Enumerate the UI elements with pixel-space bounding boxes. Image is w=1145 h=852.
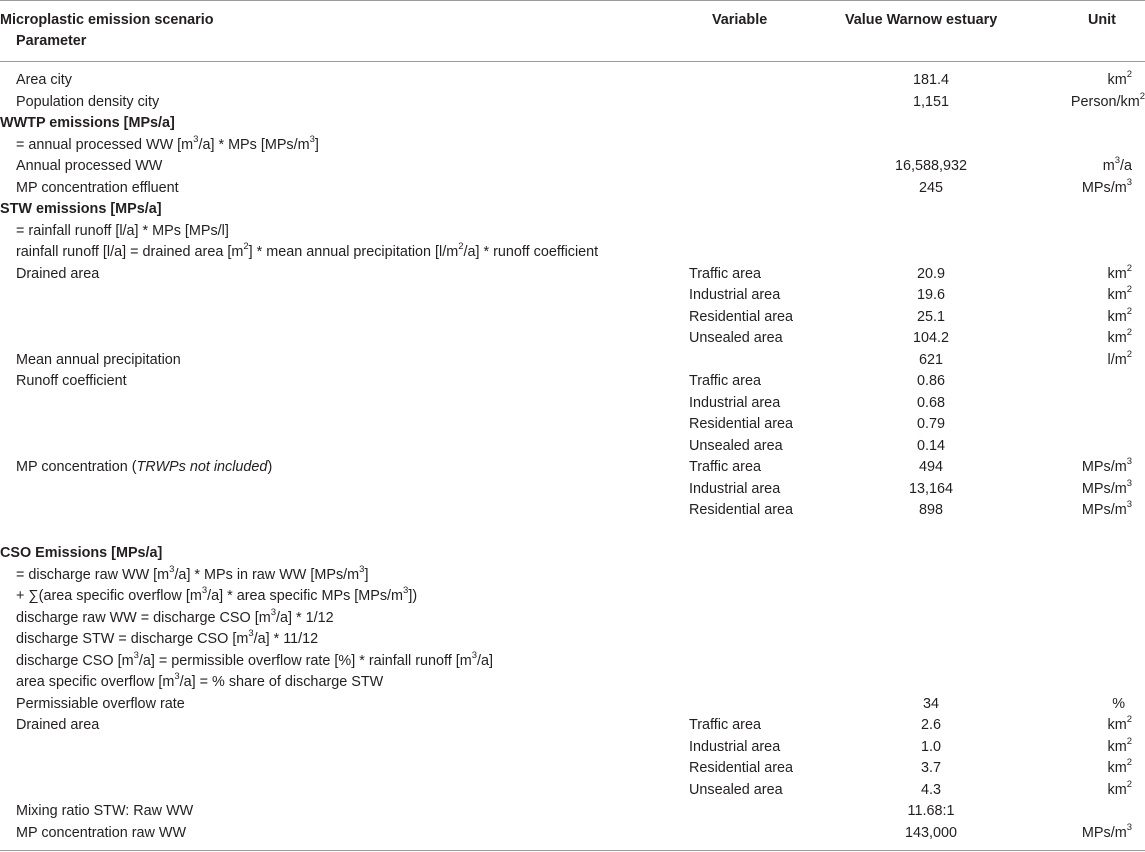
param-label: Mixing ratio STW: Raw WW [16, 803, 194, 819]
param-label: Drained area [16, 717, 100, 733]
value-cell: 0.68 [916, 394, 945, 411]
table-row [0, 586, 1145, 608]
unit-cell: $km^2$ [1107, 735, 1132, 755]
table-row [0, 113, 1145, 135]
table-row [0, 70, 1145, 92]
unit-cell: $km^2$ [1107, 327, 1132, 346]
unit-cell: % [1112, 695, 1125, 712]
formula-text: = rainfall runoff [l/a] * MPs [MPs/l] [16, 222, 229, 239]
param-label: Runoff coefficient [16, 373, 127, 389]
value-cell: 4.3 [920, 781, 941, 798]
table-row [0, 629, 1145, 651]
table-row [0, 457, 1145, 479]
unit-cell: MPs/$m^3$ [1081, 456, 1132, 475]
unit-cell: $km^2$ [1107, 69, 1132, 88]
param-label: Population density city [16, 93, 160, 110]
unit-cell: Person/$km^2$ [1070, 90, 1145, 110]
variable-cell: Traffic area [689, 459, 761, 475]
value-cell: 25.1 [916, 308, 945, 325]
header-parameter-line2: Parameter [16, 33, 87, 49]
unit-cell: MPs/$m^3$ [1081, 176, 1132, 196]
value-cell: 0.14 [916, 437, 945, 454]
unit-cell: $km^2$ [1107, 757, 1132, 776]
variable-cell: Traffic area [689, 265, 761, 282]
value-cell: 245 [918, 179, 943, 196]
value-cell: 104.2 [912, 330, 949, 346]
table-row [0, 694, 1145, 716]
variable-cell: Industrial area [689, 480, 781, 497]
header-variable: Variable [712, 12, 768, 28]
table-row [0, 264, 1145, 286]
table-row [0, 651, 1145, 673]
table-row [0, 393, 1145, 415]
variable-cell: Unsealed area [689, 781, 783, 798]
section-heading: WWTP emissions [MPs/a] [0, 115, 175, 131]
value-cell: 19.6 [916, 287, 945, 303]
table-row [0, 156, 1145, 178]
value-cell: 13,164 [908, 480, 953, 497]
value-cell: 34 [922, 695, 939, 712]
table-row [0, 543, 1145, 565]
value-cell: 11.68:1 [907, 803, 955, 819]
variable-cell: Residential area [689, 308, 793, 325]
value-cell: 2.6 [920, 717, 941, 733]
variable-cell: Industrial area [689, 287, 781, 303]
param-label: Mean annual precipitation [16, 351, 181, 368]
value-cell: 1.0 [920, 738, 941, 755]
value-cell: 0.86 [916, 373, 945, 389]
value-cell: 494 [918, 459, 943, 475]
table-row [0, 565, 1145, 587]
table-row [0, 715, 1145, 737]
variable-cell: Industrial area [689, 738, 781, 755]
param-label: MP concentration raw WW [16, 824, 187, 841]
unit-cell: $km^2$ [1107, 262, 1132, 282]
unit-cell: $km^2$ [1107, 305, 1132, 325]
variable-cell: Unsealed area [689, 330, 783, 346]
table-row [0, 608, 1145, 630]
formula-text: discharge STW = discharge CSO $[m^3/a] * 11/12$ [16, 628, 319, 647]
table-row [0, 500, 1145, 522]
unit-cell: $km^2$ [1107, 714, 1132, 733]
formula-text: = discharge raw WW $[m^3/a]$ * MPs in raw WW $[MPs/m^3]$ [16, 563, 369, 583]
header-parameter-line1: Microplastic emission scenario [0, 12, 214, 28]
value-cell: 3.7 [920, 760, 941, 776]
header-value: Value Warnow estuary [845, 12, 998, 28]
section-heading: STW emissions [MPs/a] [0, 201, 162, 217]
table-row [0, 135, 1145, 157]
formula-text: area specific overflow $[m^3/a]$ = % share of discharge STW [16, 671, 384, 690]
table-row [0, 221, 1145, 243]
value-cell: 181.4 [912, 72, 949, 88]
table-row [0, 414, 1145, 436]
header-unit: Unit [1088, 12, 1116, 28]
param-label: Drained area [16, 265, 100, 282]
header-rule [0, 61, 1145, 62]
table-row [0, 199, 1145, 221]
formula-text: = annual processed WW $[m^3/a]$ * MPs $[MPs/m^3]$ [16, 133, 319, 153]
value-cell: 16,588,932 [894, 158, 968, 174]
param-label: Area city [16, 72, 72, 88]
table-row [0, 328, 1145, 350]
param-label: Permissiable overflow rate [16, 695, 185, 712]
table-row [0, 801, 1145, 823]
unit-cell: MPs/$m^3$ [1081, 821, 1132, 841]
unit-cell: MPs/$m^3$ [1081, 477, 1132, 497]
param-label: MP concentration (TRWPs not included) [16, 459, 273, 475]
table-row [0, 479, 1145, 501]
variable-cell: Traffic area [689, 717, 761, 733]
param-label: Annual processed WW [16, 158, 163, 174]
unit-cell: $m^3/a$ [1102, 155, 1132, 174]
param-label: MP concentration effluent [16, 179, 179, 196]
section-heading: CSO Emissions [MPs/a] [0, 545, 163, 561]
unit-cell: $l/m^2$ [1107, 348, 1132, 368]
table-row [0, 92, 1145, 114]
value-cell: 621 [918, 351, 943, 368]
variable-cell: Unsealed area [689, 437, 783, 454]
top-rule [0, 0, 1145, 1]
value-cell: 0.79 [916, 416, 945, 432]
table-row [0, 350, 1145, 372]
table-row [0, 178, 1145, 200]
formula-text: rainfall runoff [l/a] = drained area $[m^2]$ * mean annual precipitation $[l/m^2/a]$ * runoff coefficient [16, 241, 599, 260]
value-cell: 20.9 [916, 265, 945, 282]
table-row [0, 307, 1145, 329]
variable-cell: Residential area [689, 416, 793, 432]
variable-cell: Traffic area [689, 373, 761, 389]
value-cell: 898 [918, 502, 943, 518]
table-row [0, 371, 1145, 393]
value-cell: 143,000 [904, 824, 958, 841]
table-row [0, 758, 1145, 780]
table-row [0, 285, 1145, 307]
unit-cell: $km^2$ [1107, 284, 1132, 303]
table-row [0, 737, 1145, 759]
variable-cell: Residential area [689, 760, 793, 776]
variable-cell: Residential area [689, 502, 793, 518]
table-row [0, 823, 1145, 845]
unit-cell: MPs/$m^3$ [1081, 499, 1132, 518]
value-cell: 1,151 [912, 93, 949, 110]
bottom-rule [0, 850, 1145, 851]
variable-cell: Industrial area [689, 394, 781, 411]
formula-text: discharge raw WW = discharge CSO $[m^3/a] * 1/12$ [16, 606, 334, 626]
formula-text: + ∑(area specific overflow $[m^3/a]$ * area specific MPs $[MPs/m^3]$) [16, 585, 418, 604]
table-row [0, 436, 1145, 458]
table-row [0, 242, 1145, 264]
formula-text: discharge CSO $[m^3/a]$ = permissible overflow rate [%] * rainfall runoff $[m^3/a]$ [16, 649, 494, 669]
table-row [0, 780, 1145, 802]
table-row [0, 672, 1145, 694]
unit-cell: $km^2$ [1107, 778, 1132, 798]
